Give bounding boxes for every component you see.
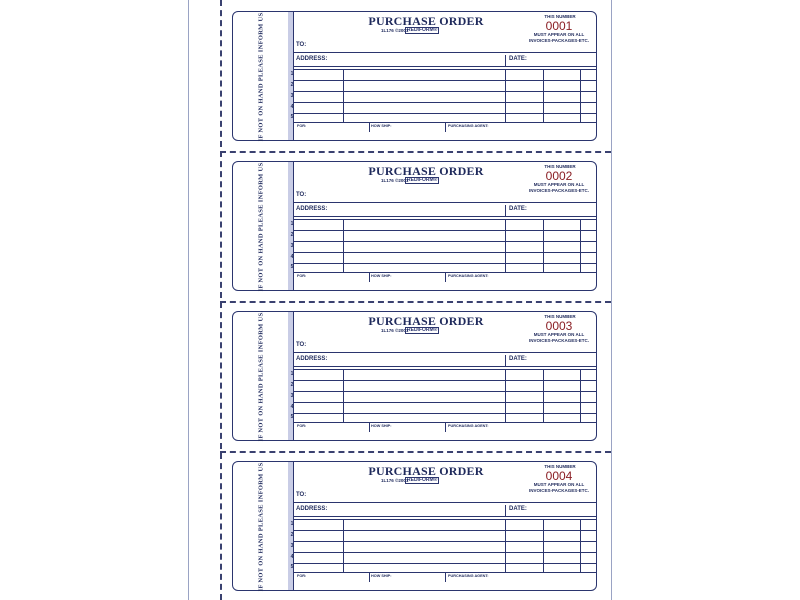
brand-logo: REDIFORM® <box>407 27 438 33</box>
side-panel <box>233 462 289 590</box>
purchasing-agent-label: PURCHASING AGENT: <box>448 274 489 278</box>
address-date-divider <box>505 205 506 216</box>
purchasing-agent-label: PURCHASING AGENT: <box>448 124 489 128</box>
address-line <box>294 66 596 67</box>
to-label: TO: <box>296 492 307 498</box>
form-number: 0003 <box>545 319 573 333</box>
footer-divider <box>369 422 370 432</box>
grid-column-line <box>505 69 506 122</box>
grid-row-line <box>294 380 596 381</box>
row-number: 5 <box>290 264 294 270</box>
address-label: ADDRESS: <box>296 206 328 212</box>
must-appear-line-1: MUST APPEAR ON ALL <box>533 332 585 337</box>
row-number: 2 <box>290 82 294 88</box>
form-title: PURCHASE ORDER <box>368 14 484 28</box>
row-number: 4 <box>290 404 294 410</box>
to-line <box>294 202 596 203</box>
footer-divider <box>369 122 370 132</box>
grid-column-line <box>343 369 344 422</box>
form-title: PURCHASE ORDER <box>368 464 484 478</box>
grid-row-line <box>294 413 596 414</box>
perforation-horizontal <box>220 151 611 153</box>
side-panel <box>233 12 289 140</box>
grid-column-line <box>543 519 544 572</box>
row-number: 4 <box>290 104 294 110</box>
grid-column-line <box>343 69 344 122</box>
row-number: 4 <box>290 554 294 560</box>
must-appear-note <box>523 482 595 494</box>
to-label: TO: <box>296 42 307 48</box>
form-number: 0002 <box>545 169 573 183</box>
row-number: 1 <box>290 371 294 377</box>
date-label: DATE: <box>509 56 527 62</box>
must-appear-note <box>523 32 595 44</box>
row-number: 3 <box>290 243 294 249</box>
to-label: TO: <box>296 192 307 198</box>
form-number: 0004 <box>545 469 573 483</box>
side-panel <box>233 162 289 290</box>
row-number: 2 <box>290 232 294 238</box>
address-line <box>294 216 596 217</box>
grid-column-line <box>343 519 344 572</box>
footer-divider <box>445 272 446 282</box>
must-appear-note <box>523 182 595 194</box>
grid-column-line <box>343 219 344 272</box>
address-line <box>294 366 596 367</box>
side-notice: IF NOT ON HAND PLEASE INFORM US. <box>257 460 265 592</box>
this-number-label: THIS NUMBER <box>544 164 576 169</box>
how-ship-label: HOW SHIP: <box>371 574 392 578</box>
side-panel <box>233 312 289 440</box>
address-label: ADDRESS: <box>296 356 328 362</box>
grid-row-line <box>294 113 596 114</box>
footer-divider <box>445 572 446 582</box>
grid-row-line <box>294 402 596 403</box>
address-date-divider <box>505 505 506 516</box>
to-line <box>294 502 596 503</box>
address-label: ADDRESS: <box>296 56 328 62</box>
grid-row-line <box>294 552 596 553</box>
for-label: FOR: <box>297 274 307 278</box>
brand-logo: REDIFORM® <box>407 477 438 483</box>
grid-row-line <box>294 541 596 542</box>
address-date-divider <box>505 55 506 66</box>
must-appear-line-1: MUST APPEAR ON ALL <box>533 32 585 37</box>
to-line <box>294 52 596 53</box>
how-ship-label: HOW SHIP: <box>371 424 392 428</box>
grid-column-line <box>580 219 581 272</box>
row-number: 1 <box>290 221 294 227</box>
grid-column-line <box>580 369 581 422</box>
form-code: 1L176 ©2001 <box>381 178 409 183</box>
grid-row-line <box>294 563 596 564</box>
row-number: 4 <box>290 254 294 260</box>
grid-top-line <box>294 369 596 370</box>
grid-row-line <box>294 530 596 531</box>
purchase-order-form-2 <box>232 161 597 291</box>
must-appear-line-1: MUST APPEAR ON ALL <box>533 482 585 487</box>
grid-column-line <box>543 219 544 272</box>
grid-column-line <box>505 519 506 572</box>
row-number: 3 <box>290 93 294 99</box>
purchase-order-form-4 <box>232 461 597 591</box>
grid-row-line <box>294 263 596 264</box>
purchase-order-form-3 <box>232 311 597 441</box>
grid-column-line <box>505 369 506 422</box>
for-label: FOR: <box>297 124 307 128</box>
date-label: DATE: <box>509 506 527 512</box>
must-appear-line-2: INVOICES-PACKAGES-ETC. <box>529 338 589 343</box>
grid-row-line <box>294 91 596 92</box>
purchasing-agent-label: PURCHASING AGENT: <box>448 574 489 578</box>
row-number: 5 <box>290 564 294 570</box>
row-number: 3 <box>290 543 294 549</box>
must-appear-note <box>523 332 595 344</box>
form-title: PURCHASE ORDER <box>368 314 484 328</box>
perforation-vertical <box>220 0 222 600</box>
address-line <box>294 516 596 517</box>
row-number: 1 <box>290 71 294 77</box>
row-number: 2 <box>290 532 294 538</box>
grid-row-line <box>294 230 596 231</box>
footer-divider <box>445 122 446 132</box>
must-appear-line-2: INVOICES-PACKAGES-ETC. <box>529 38 589 43</box>
form-title: PURCHASE ORDER <box>368 164 484 178</box>
this-number-label: THIS NUMBER <box>544 314 576 319</box>
brand-logo: REDIFORM® <box>407 177 438 183</box>
how-ship-label: HOW SHIP: <box>371 274 392 278</box>
for-label: FOR: <box>297 424 307 428</box>
date-label: DATE: <box>509 206 527 212</box>
grid-top-line <box>294 69 596 70</box>
form-code: 1L176 ©2001 <box>381 328 409 333</box>
purchase-order-form-1 <box>232 11 597 141</box>
form-number: 0001 <box>545 19 573 33</box>
footer-divider <box>369 572 370 582</box>
perforation-horizontal <box>220 301 611 303</box>
to-label: TO: <box>296 342 307 348</box>
grid-top-line <box>294 519 596 520</box>
date-label: DATE: <box>509 356 527 362</box>
side-notice: IF NOT ON HAND PLEASE INFORM US. <box>257 10 265 142</box>
form-code: 1L176 ©2001 <box>381 478 409 483</box>
must-appear-line-2: INVOICES-PACKAGES-ETC. <box>529 188 589 193</box>
grid-column-line <box>543 69 544 122</box>
grid-row-line <box>294 241 596 242</box>
grid-column-line <box>580 69 581 122</box>
row-number: 1 <box>290 521 294 527</box>
brand-logo: REDIFORM® <box>407 327 438 333</box>
row-number: 2 <box>290 382 294 388</box>
purchasing-agent-label: PURCHASING AGENT: <box>448 424 489 428</box>
this-number-label: THIS NUMBER <box>544 464 576 469</box>
row-number: 5 <box>290 414 294 420</box>
grid-column-line <box>505 219 506 272</box>
grid-top-line <box>294 219 596 220</box>
grid-row-line <box>294 102 596 103</box>
address-label: ADDRESS: <box>296 506 328 512</box>
footer-divider <box>445 422 446 432</box>
page-edge-right <box>611 0 612 600</box>
grid-row-line <box>294 80 596 81</box>
must-appear-line-1: MUST APPEAR ON ALL <box>533 182 585 187</box>
must-appear-line-2: INVOICES-PACKAGES-ETC. <box>529 488 589 493</box>
grid-column-line <box>580 519 581 572</box>
footer-divider <box>369 272 370 282</box>
address-date-divider <box>505 355 506 366</box>
form-code: 1L176 ©2001 <box>381 28 409 33</box>
row-number: 5 <box>290 114 294 120</box>
this-number-label: THIS NUMBER <box>544 14 576 19</box>
page-edge-left <box>188 0 189 600</box>
how-ship-label: HOW SHIP: <box>371 124 392 128</box>
perforation-horizontal <box>220 451 611 453</box>
row-number: 3 <box>290 393 294 399</box>
grid-row-line <box>294 391 596 392</box>
side-notice: IF NOT ON HAND PLEASE INFORM US. <box>257 310 265 442</box>
for-label: FOR: <box>297 574 307 578</box>
to-line <box>294 352 596 353</box>
grid-column-line <box>543 369 544 422</box>
grid-row-line <box>294 252 596 253</box>
side-notice: IF NOT ON HAND PLEASE INFORM US. <box>257 160 265 292</box>
